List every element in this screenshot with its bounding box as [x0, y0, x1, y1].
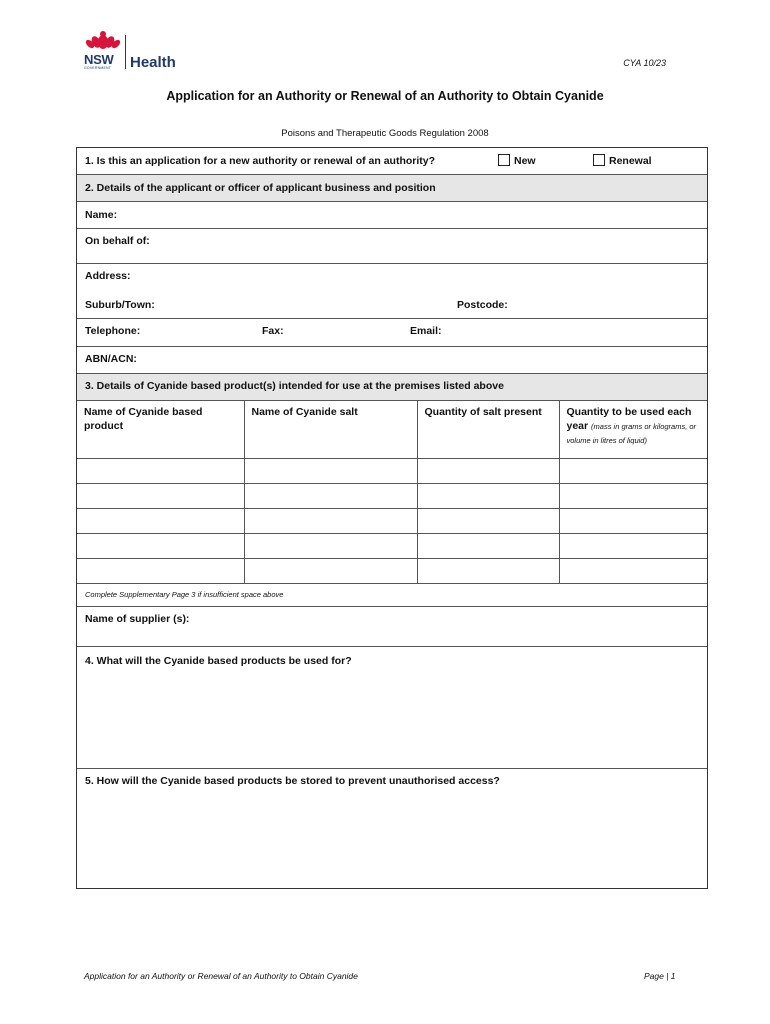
on-behalf-field[interactable]: [77, 229, 707, 264]
q3-label: 3. Details of Cyanide based product(s) intended for use at the premises listed above: [85, 380, 504, 392]
renewal-option[interactable]: [593, 154, 652, 167]
application-form: [76, 147, 708, 889]
nsw-health-logo: [84, 32, 184, 72]
supplementary-note: Complete Supplementary Page 3 if insufficient space above: [85, 590, 284, 599]
fax-label: Fax:: [262, 325, 284, 337]
logo-health-text: Health: [130, 54, 176, 71]
table-cell[interactable]: [559, 458, 707, 483]
table-cell[interactable]: [77, 558, 244, 583]
col-quantity-year-label: Quantity to be used each year: [566, 406, 692, 432]
suburb-label: Suburb/Town:: [85, 299, 155, 311]
table-cell[interactable]: [244, 458, 417, 483]
renewal-label: Renewal: [609, 155, 652, 167]
col-salt-header: Name of Cyanide salt: [244, 401, 417, 458]
q5-label: 5. How will the Cyanide based products be stored to prevent unauthorised access?: [85, 775, 500, 787]
table-cell[interactable]: [77, 533, 244, 558]
supplier-label: Name of supplier (s):: [85, 613, 190, 625]
table-cell[interactable]: [244, 483, 417, 508]
contact-field[interactable]: [77, 319, 707, 347]
waratah-flower-icon: [85, 30, 121, 52]
table-cell[interactable]: [417, 533, 559, 558]
table-cell[interactable]: [559, 508, 707, 533]
abn-label: ABN/ACN:: [85, 353, 137, 365]
abn-field[interactable]: [77, 347, 707, 374]
name-field[interactable]: [77, 202, 707, 229]
table-cell[interactable]: [244, 508, 417, 533]
q4-field[interactable]: [77, 647, 707, 769]
table-cell[interactable]: [244, 558, 417, 583]
q2-label: 2. Details of the applicant or officer of applicant business and position: [85, 182, 436, 194]
table-cell[interactable]: [417, 483, 559, 508]
col-quantity-present-header: Quantity of salt present: [417, 401, 559, 458]
logo-government-text: GOVERNMENT: [84, 66, 112, 70]
table-row: [77, 458, 707, 483]
col-quantity-year-note: (mass in grams or kilograms, or volume in litres of liquid): [566, 422, 697, 445]
table-cell[interactable]: [77, 508, 244, 533]
table-cell[interactable]: [559, 483, 707, 508]
table-row: [77, 508, 707, 533]
name-label: Name:: [85, 209, 118, 221]
new-checkbox[interactable]: [498, 154, 510, 166]
logo-nsw-text: NSW: [84, 52, 114, 67]
on-behalf-label: On behalf of:: [85, 235, 150, 247]
table-cell[interactable]: [417, 508, 559, 533]
q4-label: 4. What will the Cyanide based products be used for?: [85, 655, 352, 667]
table-row: [77, 558, 707, 583]
table-cell[interactable]: [559, 533, 707, 558]
email-label: Email:: [410, 325, 442, 337]
table-cell[interactable]: [77, 483, 244, 508]
address-field[interactable]: [77, 264, 707, 319]
table-header-row: [77, 401, 707, 458]
supplementary-note-row: [77, 583, 707, 607]
q1-row: [77, 148, 707, 175]
col-quantity-year-header: [559, 401, 707, 458]
q3-header: [77, 374, 707, 401]
supplier-field[interactable]: [77, 607, 707, 647]
table-cell[interactable]: [77, 458, 244, 483]
document-subtitle: Poisons and Therapeutic Goods Regulation 2008: [281, 128, 489, 139]
new-option[interactable]: [498, 154, 536, 167]
table-cell[interactable]: [417, 458, 559, 483]
table-cell[interactable]: [244, 533, 417, 558]
logo-divider: [125, 35, 126, 69]
table-cell[interactable]: [559, 558, 707, 583]
q1-label: 1. Is this an application for a new authority or renewal of an authority?: [85, 155, 436, 167]
renewal-checkbox[interactable]: [593, 154, 605, 166]
table-cell[interactable]: [417, 558, 559, 583]
postcode-label: Postcode:: [457, 299, 508, 311]
new-label: New: [514, 155, 536, 167]
form-code: CYA 10/23: [623, 58, 666, 68]
page-number: Page | 1: [644, 971, 676, 981]
footer-title: Application for an Authority or Renewal of an Authority to Obtain Cyanide: [84, 971, 358, 981]
table-row: [77, 533, 707, 558]
q2-header: [77, 175, 707, 202]
q5-field[interactable]: [77, 769, 707, 888]
col-product-header: Name of Cyanide based product: [77, 401, 244, 458]
table-row: [77, 483, 707, 508]
products-table: [77, 401, 707, 584]
address-label: Address:: [85, 270, 131, 282]
telephone-label: Telephone:: [85, 325, 141, 337]
document-title: Application for an Authority or Renewal of an Authority to Obtain Cyanide: [166, 89, 604, 103]
